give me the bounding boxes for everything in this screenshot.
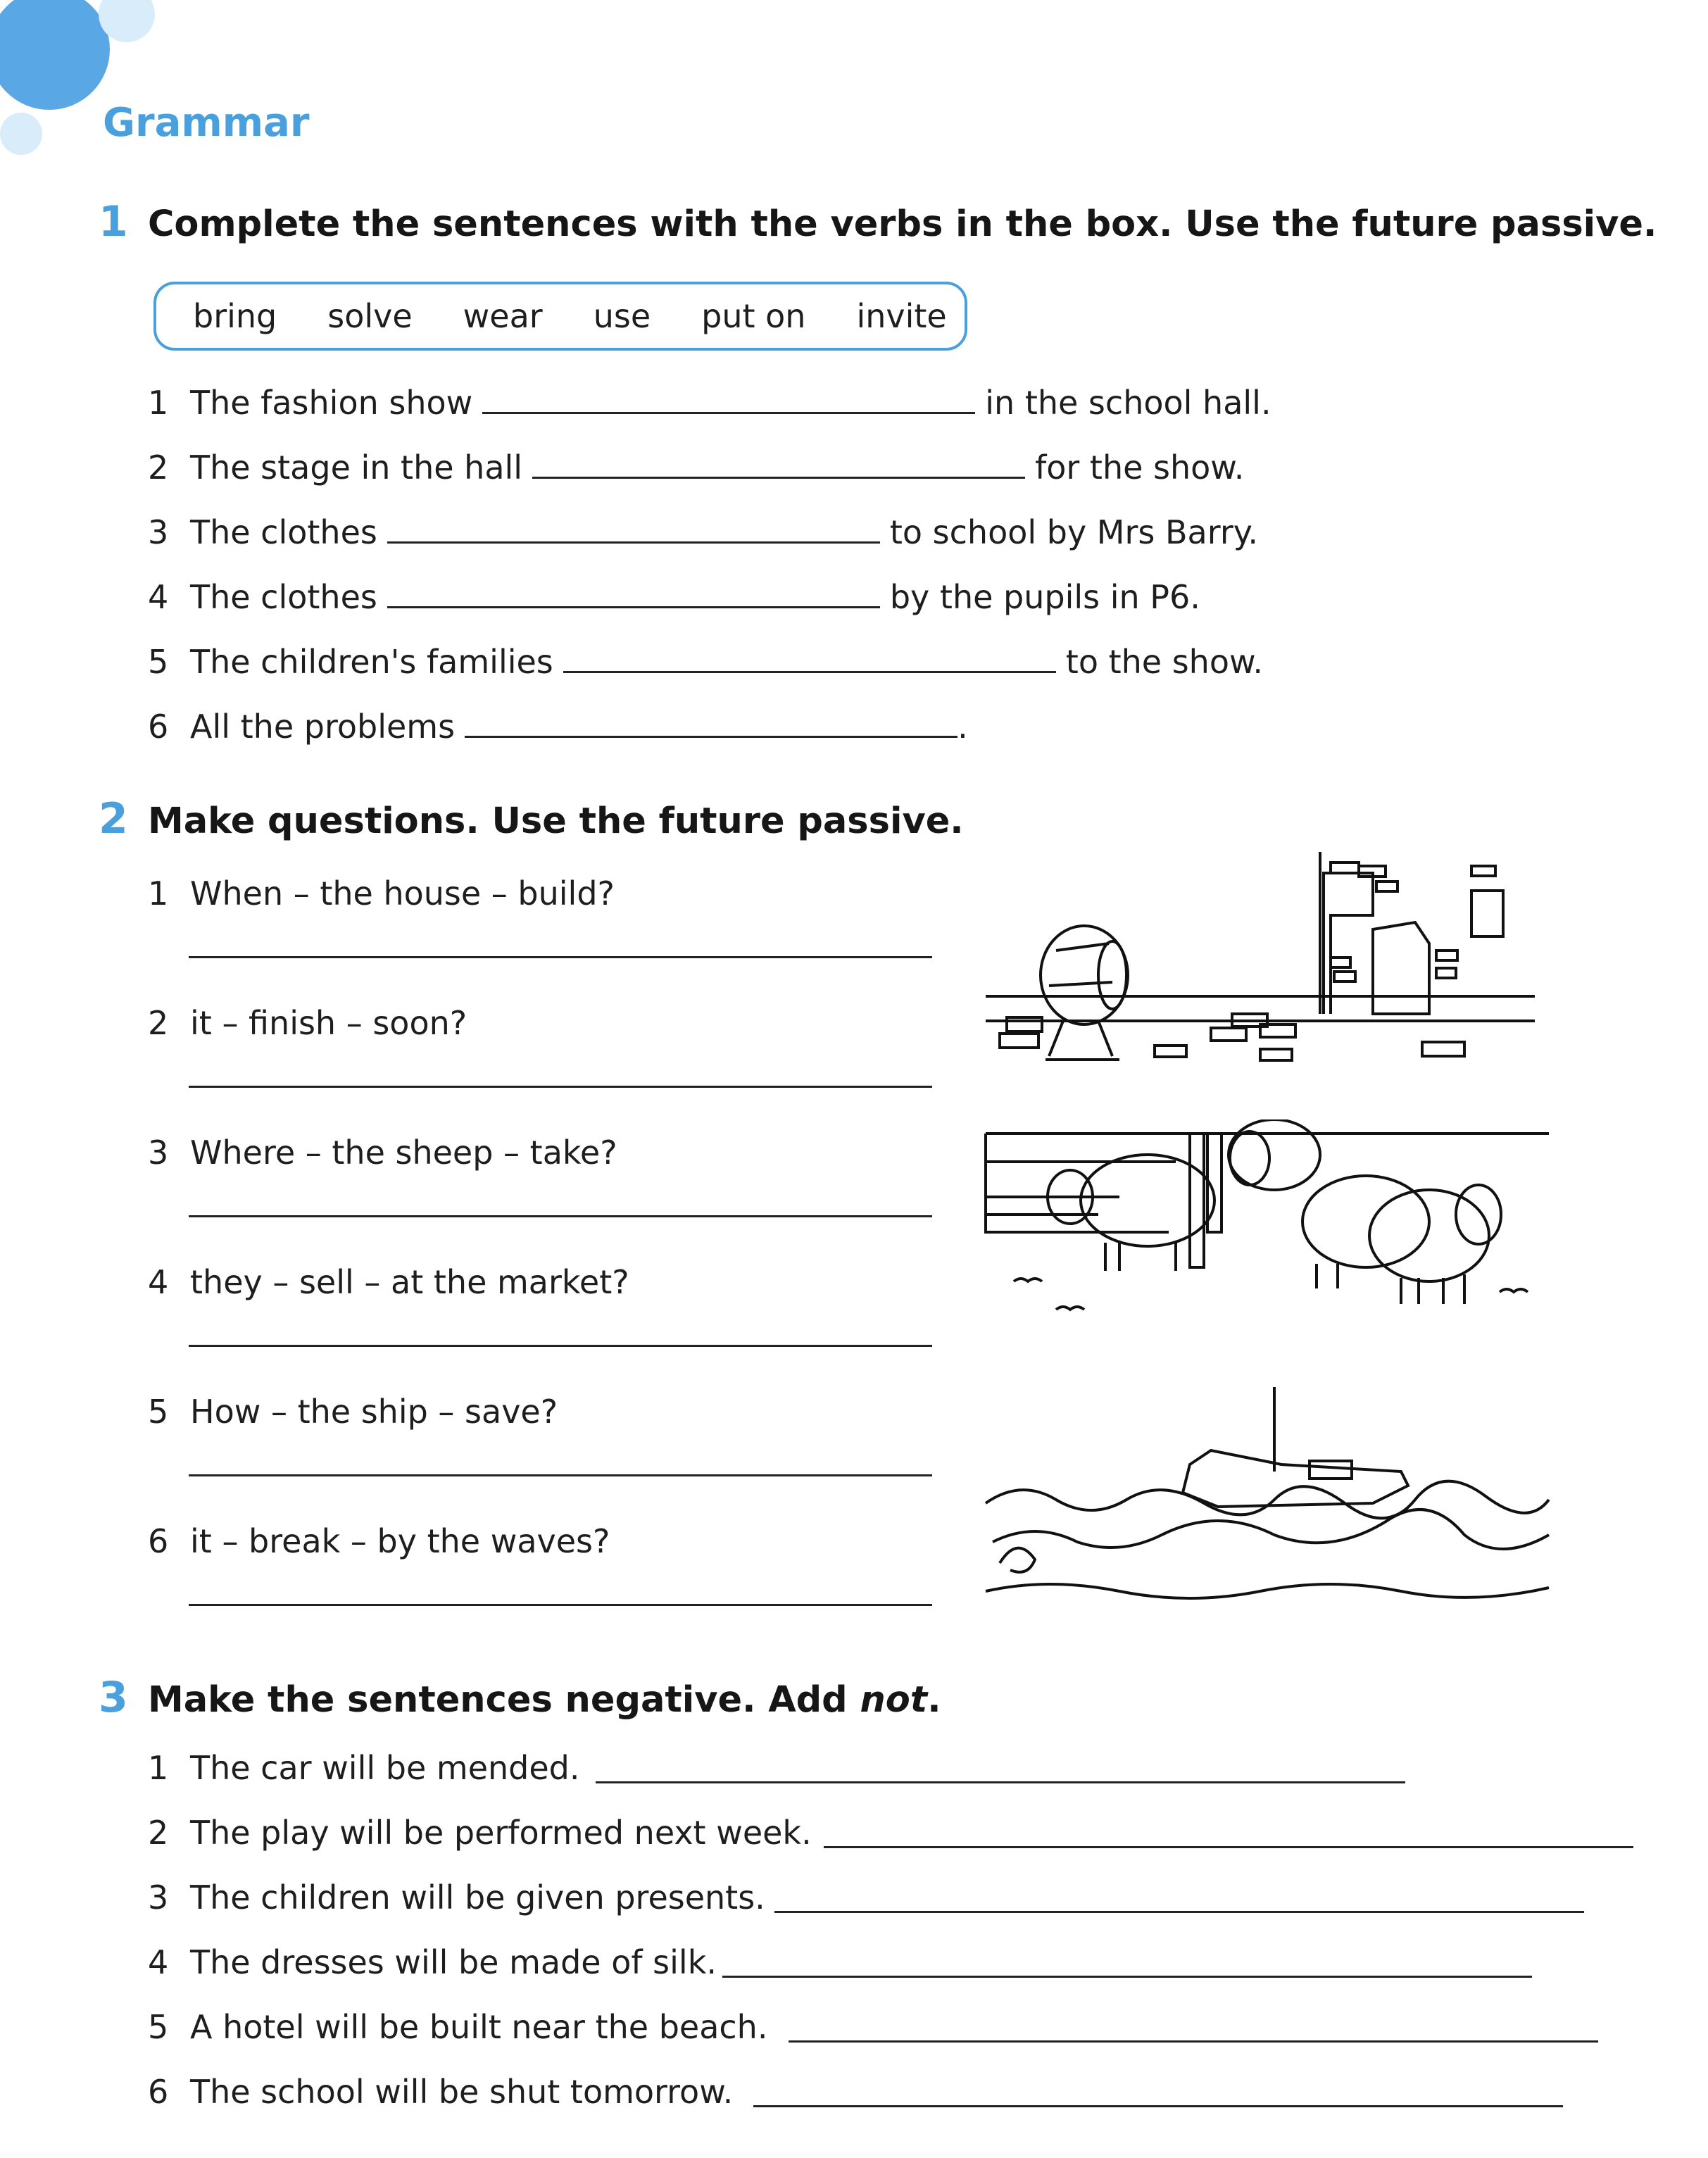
exercise-3-header <box>99 1673 941 1722</box>
exercise-1-item <box>148 384 1271 422</box>
instruction-end: . <box>927 1679 941 1721</box>
item-text-before: The clothes <box>190 578 377 616</box>
exercise-2-item <box>148 1004 467 1042</box>
item-text-after: in the school hall. <box>985 384 1271 422</box>
item-prompt: it – finish – soon? <box>190 1004 467 1042</box>
exercise-2-item <box>148 874 615 912</box>
word-box-item: put on <box>701 297 806 335</box>
exercise-1-item <box>148 448 1244 487</box>
exercise-number: 2 <box>99 794 128 843</box>
exercise-2-item <box>148 1134 617 1172</box>
answer-line[interactable] <box>189 956 932 958</box>
word-box-item: solve <box>327 297 413 335</box>
exercise-instruction <box>148 1679 941 1721</box>
exercise-3-item <box>148 1943 717 1981</box>
exercise-2-item <box>148 1263 629 1301</box>
answer-line[interactable] <box>189 1604 932 1606</box>
sheep-field-illustration <box>979 1119 1556 1331</box>
exercise-1-header <box>99 197 1657 246</box>
item-text-after: by the pupils in P6. <box>889 578 1200 616</box>
answer-line[interactable] <box>189 1474 932 1476</box>
item-text-before: The clothes <box>190 513 377 551</box>
answer-line[interactable] <box>789 2040 1598 2043</box>
item-text-before: The stage in the hall <box>190 448 523 487</box>
item-text-before: All the problems <box>190 708 456 746</box>
answer-blank[interactable] <box>532 453 1025 479</box>
item-number: 5 <box>148 2008 169 2046</box>
exercise-1-item <box>148 513 1258 551</box>
exercise-2-header <box>99 794 964 843</box>
answer-line[interactable] <box>774 1911 1584 1913</box>
item-number: 6 <box>148 708 169 746</box>
item-number: 3 <box>148 1878 169 1917</box>
item-number: 6 <box>148 2073 169 2111</box>
instruction-emphasis: not <box>860 1679 928 1721</box>
item-sentence: The car will be mended. <box>190 1749 580 1787</box>
item-number: 3 <box>148 1134 169 1172</box>
instruction-text: Make the sentences negative. Add <box>148 1679 848 1721</box>
answer-line[interactable] <box>596 1781 1405 1783</box>
ship-on-waves-illustration <box>979 1380 1556 1612</box>
word-box <box>153 282 967 351</box>
word-box-item: use <box>593 297 651 335</box>
item-number: 6 <box>148 1522 169 1560</box>
item-number: 2 <box>148 1814 169 1852</box>
item-sentence: A hotel will be built near the beach. <box>190 2008 768 2046</box>
item-number: 5 <box>148 1393 169 1431</box>
item-prompt: Where – the sheep – take? <box>190 1134 617 1172</box>
item-number: 2 <box>148 448 169 487</box>
exercise-3-item <box>148 1878 765 1917</box>
item-number: 2 <box>148 1004 169 1042</box>
item-number: 1 <box>148 1749 169 1787</box>
exercise-2-item <box>148 1393 558 1431</box>
exercise-instruction: Complete the sentences with the verbs in the box. Use the future passive. <box>148 203 1657 245</box>
exercise-number: 3 <box>99 1673 128 1722</box>
construction-site-illustration <box>979 845 1542 1077</box>
word-box-item: wear <box>463 297 543 335</box>
answer-line[interactable] <box>189 1215 932 1217</box>
exercise-instruction: Make questions. Use the future passive. <box>148 801 964 842</box>
item-prompt: How – the ship – save? <box>190 1393 558 1431</box>
exercise-1-item <box>148 578 1200 616</box>
word-box-item: bring <box>193 297 277 335</box>
item-number: 4 <box>148 1943 169 1981</box>
item-text-before: The children's families <box>190 643 553 681</box>
item-sentence: The children will be given presents. <box>190 1878 765 1917</box>
exercise-2-item <box>148 1522 610 1560</box>
answer-blank[interactable] <box>387 582 880 608</box>
section-heading: Grammar <box>103 100 310 146</box>
item-prompt: When – the house – build? <box>190 874 615 912</box>
exercise-3-item <box>148 1814 812 1852</box>
answer-blank[interactable] <box>563 647 1056 673</box>
item-sentence: The play will be performed next week. <box>190 1814 812 1852</box>
item-number: 5 <box>148 643 169 681</box>
item-number: 1 <box>148 874 169 912</box>
exercise-3-item <box>148 2008 767 2046</box>
item-text-before: The fashion show <box>190 384 473 422</box>
exercise-1-item <box>148 708 968 746</box>
item-prompt: they – sell – at the market? <box>190 1263 629 1301</box>
item-text-after: to school by Mrs Barry. <box>889 513 1259 551</box>
answer-blank[interactable] <box>465 712 957 738</box>
item-sentence: The school will be shut tomorrow. <box>190 2073 734 2111</box>
item-number: 1 <box>148 384 169 422</box>
answer-blank[interactable] <box>387 517 880 544</box>
item-number: 3 <box>148 513 169 551</box>
exercise-3-item <box>148 1749 579 1787</box>
item-text-after: for the show. <box>1035 448 1245 487</box>
exercise-number: 1 <box>99 197 128 246</box>
item-text-after: to the show. <box>1065 643 1263 681</box>
item-number: 4 <box>148 1263 169 1301</box>
answer-line[interactable] <box>189 1086 932 1088</box>
word-box-item: invite <box>856 297 947 335</box>
item-sentence: The dresses will be made of silk. <box>190 1943 717 1981</box>
item-prompt: it – break – by the waves? <box>190 1522 610 1560</box>
answer-line[interactable] <box>753 2105 1563 2107</box>
answer-line[interactable] <box>722 1976 1532 1978</box>
answer-blank[interactable] <box>482 388 975 414</box>
answer-line[interactable] <box>189 1345 932 1347</box>
exercise-3-item <box>148 2073 733 2111</box>
answer-line[interactable] <box>824 1846 1633 1848</box>
item-number: 4 <box>148 578 169 616</box>
exercise-1-item <box>148 643 1263 681</box>
item-text-after: . <box>957 708 968 746</box>
